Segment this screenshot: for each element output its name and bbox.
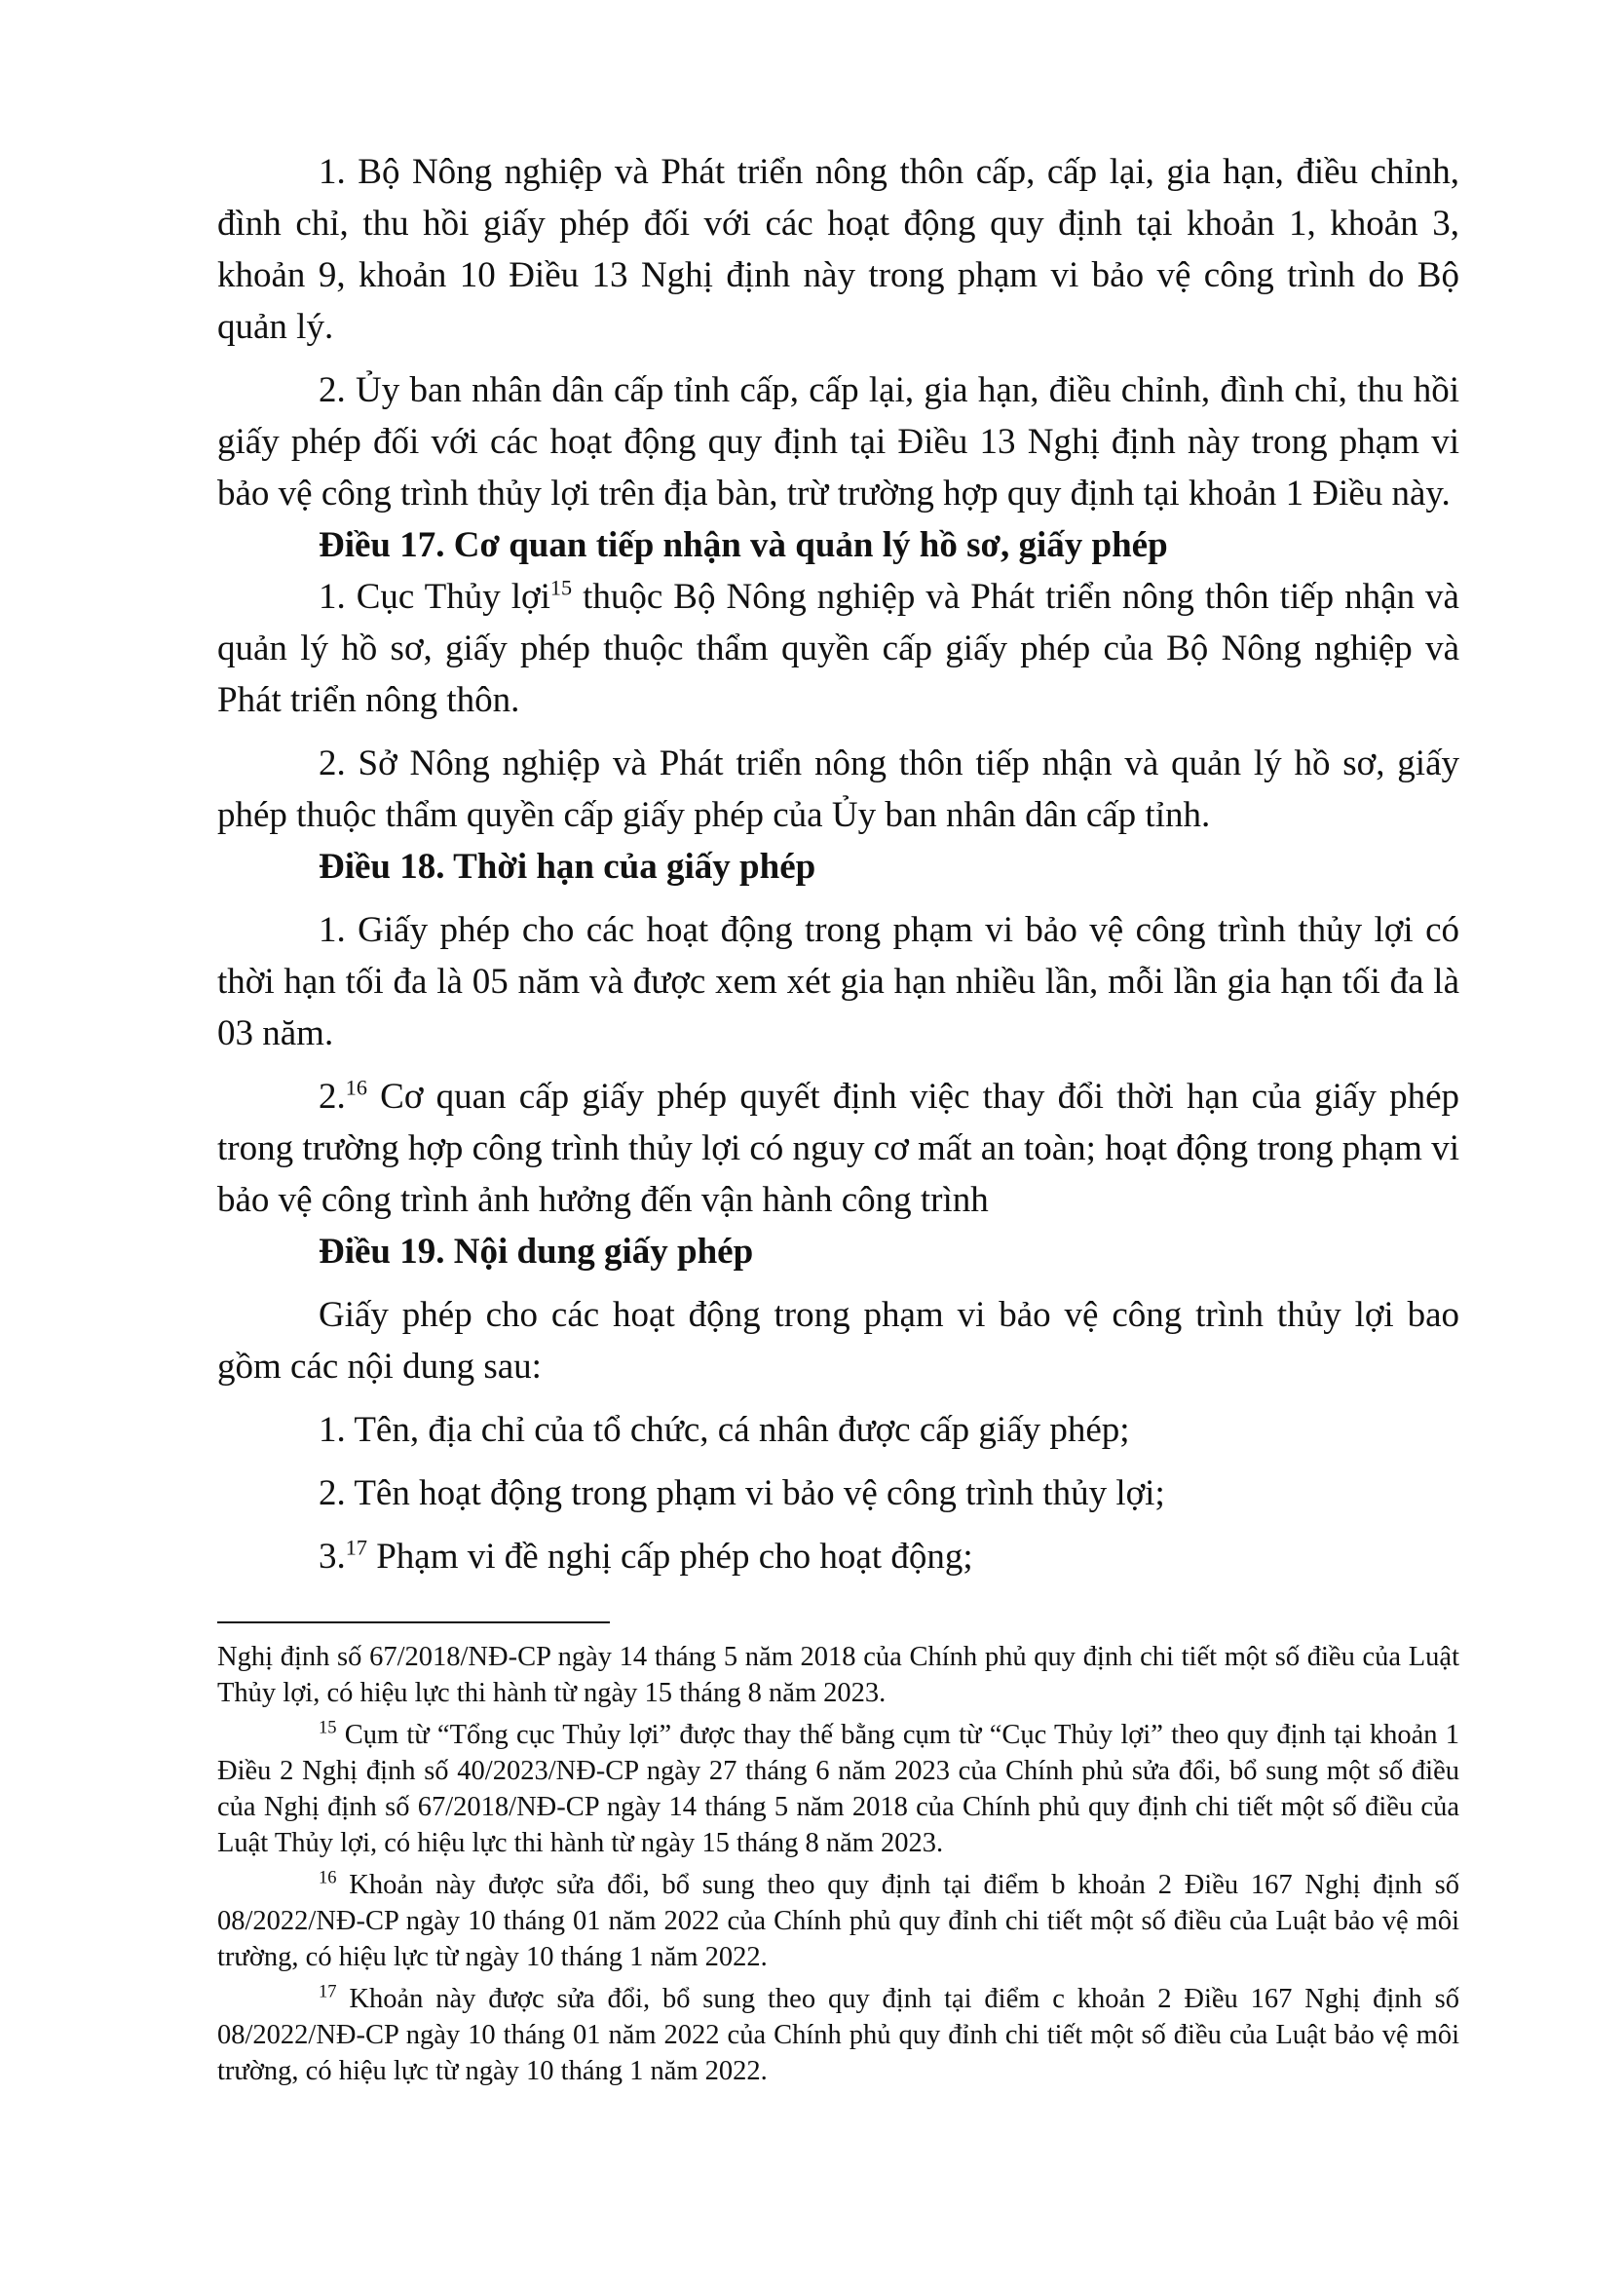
paragraph-19-3: 3.17 Phạm vi đề nghị cấp phép cho hoạt động; — [319, 1535, 973, 1577]
footnote-ref-16: 16 — [345, 1075, 367, 1100]
article-19-heading: Điều 19. Nội dung giấy phép — [319, 1232, 754, 1272]
article-18-heading: Điều 18. Thời hạn của giấy phép — [319, 847, 816, 887]
footnote-ref-15: 15 — [549, 575, 573, 600]
paragraph-18-1: 1. Giấy phép cho các hoạt động trong phạm vi bảo vệ công trình thủy lợi có thời hạn tối đa là 05 năm và được xem xét gia hạn nhiều lần, mỗi lần gia hạn tối đa là 03 năm. — [217, 910, 1459, 1053]
paragraph-19-1: 1. Tên, địa chỉ của tổ chức, cá nhân được cấp giấy phép; — [319, 1410, 1130, 1450]
footnote-15: $^{15}$ Cụm từ “Tổng cục Thủy lợi” được thay thế bằng cụm từ “Cục Thủy lợi” theo quy định tại khoản 1 Điều 2 Nghị định số 40/2023/NĐ-CP ngày 27 tháng 6 năm 2023 của Chính phủ sửa đổi, bổ sung một số điều của Nghị định số 67/2018/NĐ-CP ngày 14 tháng 5 năm 2018 của Chính phủ quy định chi tiết một số điều của Luật Thủy lợi, có hiệu lực thi hành từ ngày 15 tháng 8 năm 2023. — [217, 1717, 1459, 1858]
footnote-divider — [217, 1621, 610, 1623]
footnotes — [217, 1639, 1459, 2095]
paragraph-16-1: 1. Bộ Nông nghiệp và Phát triển nông thôn cấp, cấp lại, gia hạn, điều chỉnh, đình chỉ, thu hồi giấy phép đối với các hoạt động quy định tại khoản 1, khoản 3, khoản 9, khoản 10 Điều 13 Nghị định này trong phạm vi bảo vệ công trình do Bộ quản lý. — [217, 152, 1459, 347]
footnote-continuation: Nghị định số 67/2018/NĐ-CP ngày 14 tháng 5 năm 2018 của Chính phủ quy định chi tiết một số điều của Luật Thủy lợi, có hiệu lực thi hành từ ngày 15 tháng 8 năm 2023. — [217, 1642, 1459, 1708]
article-17-heading: Điều 17. Cơ quan tiếp nhận và quản lý hồ sơ, giấy phép — [319, 525, 1168, 565]
paragraph-19-2: 2. Tên hoạt động trong phạm vi bảo vệ công trình thủy lợi; — [319, 1473, 1165, 1513]
paragraph-18-2: 2.16 Cơ quan cấp giấy phép quyết định việc thay đổi thời hạn của giấy phép trong trường hợp công trình thủy lợi có nguy cơ mất an toàn; hoạt động trong phạm vi bảo vệ công trình ảnh hưởng đến vận hành công trình — [217, 1075, 1459, 1220]
paragraph-17-1: 1. Cục Thủy lợi$^{15}$ thuộc Bộ Nông nghiệp và Phát triển nông thôn tiếp nhận và quản lý hồ sơ, giấy phép thuộc thẩm quyền cấp giấy phép của Bộ Nông nghiệp và Phát triển nông thôn. — [217, 575, 1459, 720]
footnote-16: $^{16}$ Khoản này được sửa đổi, bổ sung theo quy định tại điểm b khoản 2 Điều 167 Nghị định số 08/2022/NĐ-CP ngày 10 tháng 01 năm 2022 của Chính phủ quy đỉnh chi tiết một số điều của Luật bảo vệ môi trường, có hiệu lực từ ngày 10 tháng 1 năm 2022. — [217, 1867, 1459, 1972]
footnote-17: $^{17}$ Khoản này được sửa đổi, bổ sung theo quy định tại điểm c khoản 2 Điều 167 Nghị định số 08/2022/NĐ-CP ngày 10 tháng 01 năm 2022 của Chính phủ quy đỉnh chi tiết một số điều của Luật bảo vệ môi trường, có hiệu lực từ ngày 10 tháng 1 năm 2022. — [217, 1981, 1459, 2086]
paragraph-19-intro: Giấy phép cho các hoạt động trong phạm vi bảo vệ công trình thủy lợi bao gồm các nội dung sau: — [217, 1295, 1459, 1387]
paragraph-16-2: 2. Ủy ban nhân dân cấp tỉnh cấp, cấp lại, gia hạn, điều chỉnh, đình chỉ, thu hồi giấy phép đối với các hoạt động quy định tại Điều 13 Nghị định này trong phạm vi bảo vệ công trình thủy lợi trên địa bàn, trừ trường hợp quy định tại khoản 1 Điều này. — [217, 370, 1459, 514]
main-text — [217, 146, 1459, 1582]
footnote-ref-17: 17 — [345, 1535, 367, 1560]
paragraph-17-2: 2. Sở Nông nghiệp và Phát triển nông thôn tiếp nhận và quản lý hồ sơ, giấy phép thuộc thẩm quyền cấp giấy phép của Ủy ban nhân dân cấp tỉnh. — [217, 743, 1459, 835]
